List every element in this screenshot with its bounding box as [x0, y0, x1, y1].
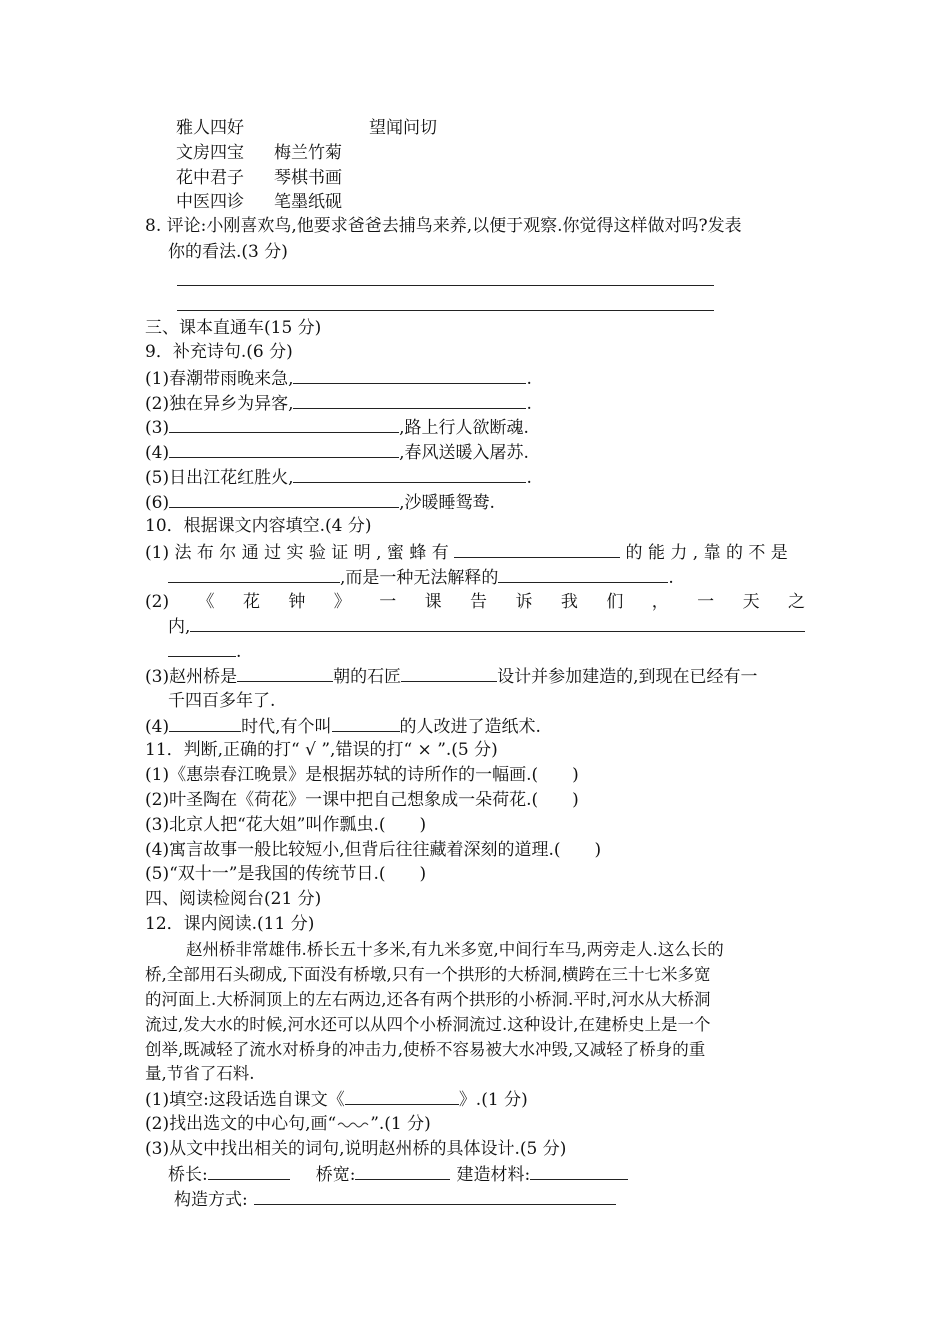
q12-sub-2-text-a: (2)找出选文的中心句,画“	[145, 1114, 337, 1134]
q12-sub-1-text-a: (1)填空:这段话选自课文《	[145, 1090, 345, 1110]
match-left-1: 雅人四好	[176, 118, 244, 138]
structure-method-label: 构造方式:	[174, 1190, 248, 1210]
building-material-blank[interactable]	[530, 1162, 628, 1180]
q10-item-2-char: 们	[606, 592, 624, 612]
q10-item-3-text-c: 设计并参加建造的,到现在已经有一	[497, 667, 758, 687]
q9-item-2-post: .	[526, 394, 532, 414]
q10-item-3-line-2: 千四百多年了.	[168, 691, 276, 711]
q10-item-1-line-2	[168, 565, 674, 590]
q10-item-2-char: 花	[242, 592, 260, 612]
q10-item-1-blank-1[interactable]	[454, 540, 620, 558]
q11-item-4[interactable]: (4)寓言故事一般比较短小,但背后往往藏着深刻的道理.( )	[145, 840, 602, 860]
q9-item-1-blank[interactable]	[293, 366, 526, 384]
q12-sub-1-blank[interactable]	[345, 1087, 459, 1105]
section-4-heading: 四、阅读检阅台(21 分)	[145, 889, 322, 909]
q10-item-2-line-3	[168, 639, 241, 664]
match-right-2: 梅兰竹菊	[274, 143, 342, 163]
q9-item-3-pre: (3)	[145, 418, 170, 438]
q9-item-3-post: ,路上行人欲断魂.	[399, 418, 529, 438]
q9-item-6	[145, 490, 495, 515]
q10-item-1-text-d: .	[668, 568, 674, 588]
q10-item-2-char: ，	[651, 592, 669, 612]
q9-item-1	[145, 366, 532, 391]
q10-item-1-blank-3[interactable]	[498, 565, 668, 583]
q11-item-1[interactable]: (1)《惠崇春江晚景》是根据苏轼的诗所作的一幅画.( )	[145, 765, 579, 785]
q9-item-4	[145, 440, 529, 465]
match-right-1: 望闻问切	[369, 118, 437, 138]
q10-item-2-char: (2)	[145, 592, 170, 612]
match-left-2: 文房四宝	[176, 143, 244, 163]
passage-line-1: 赵州桥非常雄伟.桥长五十多米,有九米多宽,中间行车马,两旁走人.这么长的	[186, 940, 724, 959]
q10-item-4-blank-2[interactable]	[332, 714, 400, 732]
q11-title: 11．判断,正确的打“ √ ”,错误的打“ × ”.(5 分)	[145, 740, 498, 760]
q10-item-2-line-1	[145, 590, 805, 614]
q12-sub-1-text-b: 》.(1 分)	[458, 1090, 528, 1110]
q10-title: 10．根据课文内容填空.(4 分)	[145, 516, 372, 536]
q12-sub-2	[145, 1112, 431, 1136]
q9-item-5-blank[interactable]	[293, 465, 526, 483]
q8-answer-line-2[interactable]	[177, 310, 714, 311]
bridge-width-label: 桥宽:	[315, 1165, 356, 1185]
q10-item-2-char: 我	[560, 592, 578, 612]
q10-item-4	[145, 714, 541, 739]
q9-title: 9．补充诗句.(6 分)	[145, 342, 293, 362]
passage-line-3: 的河面上.大桥洞顶上的左右两边,还各有两个拱形的小桥洞.平时,河水从大桥洞	[145, 990, 711, 1009]
q10-item-1-text-c: ,而是一种无法解释的	[340, 568, 499, 588]
q10-item-2-char: 天	[742, 592, 760, 612]
q12-sub-2-text-b: ”.(1 分)	[370, 1114, 431, 1134]
q10-item-2-char: 《	[197, 592, 215, 612]
q9-item-6-post: ,沙暖睡鸳鸯.	[399, 493, 495, 513]
q9-item-4-blank[interactable]	[169, 440, 399, 458]
q10-item-2-text-c: .	[236, 642, 242, 662]
q10-item-3-text-a: (3)赵州桥是	[145, 667, 238, 687]
q9-item-6-blank[interactable]	[169, 490, 399, 508]
q9-item-5-post: .	[526, 468, 532, 488]
q10-item-4-text-a: (4)	[145, 717, 170, 737]
q10-item-2-char: 课	[424, 592, 442, 612]
q10-item-2-line-2	[168, 614, 805, 639]
q12-design-fields-row	[168, 1162, 628, 1187]
q10-item-3-blank-1[interactable]	[237, 664, 333, 682]
section-3-heading: 三、课本直通车(15 分)	[145, 318, 322, 338]
q9-item-1-pre: (1)春潮带雨晚来急,	[145, 369, 294, 389]
q8-line-2: 你的看法.(3 分)	[168, 242, 288, 262]
q12-title: 12．课内阅读.(11 分)	[145, 914, 315, 934]
q9-item-2-pre: (2)独在异乡为异客,	[145, 394, 294, 414]
q12-sub-1	[145, 1087, 528, 1112]
q10-item-1-line-1	[145, 540, 788, 565]
passage-line-4: 流过,发大水的时候,河水还可以从四个小桥洞流过.这种设计,在建桥史上是一个	[145, 1015, 711, 1034]
q10-item-2-char: 》	[333, 592, 351, 612]
q9-item-3	[145, 415, 529, 440]
q9-item-3-blank[interactable]	[169, 415, 399, 433]
passage-line-2: 桥,全部用石头砌成,下面没有桥墩,只有一个拱形的大桥洞,横跨在三十七米多宽	[145, 965, 711, 984]
q10-item-2-char: 一	[379, 592, 397, 612]
q10-item-1-blank-2[interactable]	[168, 565, 340, 583]
q10-item-4-blank-1[interactable]	[169, 714, 241, 732]
bridge-width-blank[interactable]	[355, 1162, 450, 1180]
q8-line-1: 8. 评论:小刚喜欢鸟,他要求爸爸去捕鸟来养,以便于观察.你觉得这样做对吗?发表	[145, 216, 742, 236]
match-right-4: 笔墨纸砚	[274, 192, 342, 212]
q9-item-6-pre: (6)	[145, 493, 170, 513]
wavy-underline-icon	[336, 1117, 370, 1129]
q10-item-2-char: 诉	[515, 592, 533, 612]
q10-item-2-char: 之	[788, 592, 805, 612]
q9-item-4-pre: (4)	[145, 443, 170, 463]
q12-structure-row	[174, 1187, 616, 1212]
q8-answer-line-1[interactable]	[177, 285, 714, 286]
q9-item-2-blank[interactable]	[293, 391, 526, 409]
q10-item-4-text-b: 时代,有个叫	[241, 717, 332, 737]
q10-item-3-blank-2[interactable]	[401, 664, 497, 682]
bridge-length-blank[interactable]	[208, 1162, 290, 1180]
q10-item-3-line-1	[145, 664, 758, 689]
q10-item-4-text-c: 的人改进了造纸术.	[399, 717, 541, 737]
q9-item-2	[145, 391, 532, 416]
q11-item-2[interactable]: (2)叶圣陶在《荷花》一课中把自己想象成一朵荷花.( )	[145, 790, 579, 810]
q10-item-2-char: 一	[697, 592, 715, 612]
q11-item-3[interactable]: (3)北京人把“花大姐”叫作瓢虫.( )	[145, 815, 427, 835]
q11-item-5[interactable]: (5)“双十一”是我国的传统节日.( )	[145, 864, 427, 884]
q10-item-1-text-b: 的 能 力 , 靠 的 不 是	[625, 543, 788, 563]
q10-item-3-text-b: 朝的石匠	[333, 667, 402, 687]
q10-item-2-blank-2[interactable]	[168, 639, 236, 657]
match-left-3: 花中君子	[176, 168, 244, 188]
passage-line-6: 量,节省了石料.	[145, 1064, 255, 1083]
q9-item-1-post: .	[526, 369, 532, 389]
q10-item-1-text-a: (1) 法 布 尔 通 过 实 验 证 明 , 蜜 蜂 有	[145, 543, 449, 563]
q10-item-2-char: 钟	[288, 592, 306, 612]
q12-sub-3: (3)从文中找出相关的词句,说明赵州桥的具体设计.(5 分)	[145, 1139, 567, 1159]
q9-item-5-pre: (5)日出江花红胜火,	[145, 468, 294, 488]
passage-line-5: 创举,既减轻了流水对桥身的冲击力,使桥不容易被大水冲毁,又减轻了桥身的重	[145, 1040, 706, 1059]
bridge-length-label: 桥长:	[168, 1165, 208, 1185]
q10-item-2-text-b: 内,	[168, 617, 191, 637]
q9-item-4-post: ,春风送暖入屠苏.	[399, 443, 529, 463]
q10-item-2-char: 告	[470, 592, 488, 612]
match-right-3: 琴棋书画	[274, 168, 342, 188]
building-material-label: 建造材料:	[456, 1165, 531, 1185]
match-left-4: 中医四诊	[176, 192, 244, 212]
structure-method-blank[interactable]	[254, 1187, 616, 1205]
q10-item-2-blank-1[interactable]	[190, 614, 805, 632]
q9-item-5	[145, 465, 532, 490]
